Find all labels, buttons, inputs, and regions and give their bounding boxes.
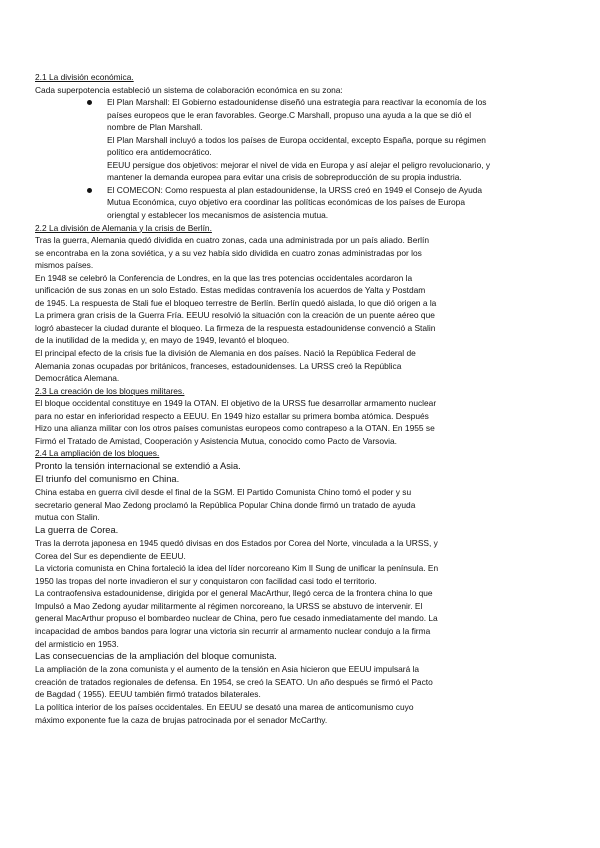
text-line: La ampliación de la zona comunista y el aumento de la tensión en Asia hicieron que EEUU impulsará la: [35, 664, 420, 675]
text-line: Tras la derrota japonesa en 1945 quedó divisas en dos Estados por Corea del Norte, vinculada a la URSS, y: [35, 538, 438, 549]
text-line: creación de tratados regionales de defensa. En 1954, se creó la SEATO. Un año después se firmó el Pacto: [35, 676, 433, 687]
text-line: EEUU persigue dos objetivos: mejorar el nivel de vida en Europa y así alejar el peligro revolucionario, y: [107, 159, 491, 170]
paragraph: [35, 486, 570, 524]
bullet-icon: [87, 188, 92, 193]
intro-text: Cada superpotencia estableció un sistema de colaboración económica en su zona:: [35, 84, 343, 95]
text-line: de 1945. La respuesta de Stali fue el bloqueo terrestre de Berlín. Berlín quedó aislada, lo que dió origen a la: [35, 297, 437, 308]
text-line: mismos países.: [35, 260, 94, 271]
text-line: mantener la demanda europea para evitar una crisis de sobreproducción de su propia industria.: [107, 172, 462, 183]
text-line: oriengtal y establecer los mecanismos de asistencia mutua.: [107, 210, 329, 221]
section-heading-2-4: 2.4 La ampliación de los bloques.: [35, 448, 160, 459]
text-line: para no estar en inferioridad respecto a EEUU. En 1949 hizo estallar su primera bomba atómica. Después: [35, 410, 429, 421]
text-line: El Plan Marshall: El Gobierno estadounidense diseñó una estrategia para reactivar la economía de los: [107, 97, 487, 108]
bullet-icon: [87, 100, 92, 105]
text-line: nombre de Plan Marshall.: [107, 122, 203, 133]
text-line: Mutua Económica, cuyo objetivo era coordinar las políticas económicas de los países de Europa: [107, 197, 465, 208]
bullet-list: [35, 96, 570, 221]
text-line: logró abastecer la ciudad durante el bloqueo. La firmeza de la respuesta estadounidense convenció a Stalin: [35, 322, 436, 333]
text-line: Alemania zonas ocupadas por británicos, franceses, estadounidenses. La URSS creó la República: [35, 360, 402, 371]
text-line: Democrática Alemana.: [35, 373, 120, 384]
paragraph: [35, 537, 570, 562]
subtopic-title: La guerra de Corea.: [35, 525, 119, 535]
text-line: Tras la guerra, Alemania quedó dividida en cuatro zonas, cada una administrada por un país aliado. Berlín: [35, 235, 430, 246]
text-line: mutua con Stalin.: [35, 512, 100, 523]
paragraph: [35, 272, 570, 347]
text-line: El bloque occidental constituye en 1949 la OTAN. El objetivo de la URSS fue desarrollar armamento nuclear: [35, 398, 437, 409]
bullet-item-comecon: [35, 184, 570, 222]
paragraph: [35, 234, 570, 272]
text-line: se encontraba en la zona soviética, y a su vez había sido dividida en cuatro zonas administradas por los: [35, 247, 422, 258]
text-line: China estaba en guerra civil desde el final de la SGM. El Partido Comunista Chino tomó el poder y su: [35, 487, 412, 498]
section-heading-2-1: 2.1 La división económica.: [35, 72, 134, 82]
text-line: La política interior de los países occidentales. En EEUU se desató una marea de anticomunismo cuyo: [35, 701, 414, 712]
paragraph: [35, 397, 570, 447]
subtopic-title: Las consecuencias de la ampliación del bloque comunista.: [35, 651, 277, 662]
text-line: Hizo una alianza militar con los otros países comunistas europeos como contrapeso a la OTAN. En 1955 se: [35, 423, 435, 434]
text-line: El principal efecto de la crisis fue la división de Alemania en dos países. Nació la República Federal de: [35, 348, 416, 359]
section-heading-2-2: 2.2 La división de Alemania y la crisis de Berlín.: [35, 222, 212, 233]
text-line: máximo exponente fue la caza de brujas patrocinada por el senador McCarthy.: [35, 714, 328, 725]
paragraph: [35, 587, 570, 650]
text-line: del armisticio en 1953.: [35, 638, 119, 649]
text-line: El COMECON: Como respuesta al plan estadounidense, la URSS creó en 1949 el Consejo de Ayuda: [107, 184, 483, 195]
subtopic-title: El triunfo del comunismo en China.: [35, 474, 180, 485]
text-line: La primera gran crisis de la Guerra Fría. EEUU resolvió la situación con la creación de un puente aéreo que: [35, 310, 435, 321]
text-line: de la inutilidad de la medida y, en mayo de 1949, levantó el bloqueo.: [35, 335, 290, 346]
text-line: El Plan Marshall incluyó a todos los países de Europa occidental, excepto España, porque su régimen: [107, 134, 486, 145]
paragraph: [35, 347, 570, 385]
subtopic-line: Pronto la tensión internacional se extendió a Asia.: [35, 460, 241, 471]
bullet-item-plan-marshall: [35, 96, 570, 184]
text-line: unificación de sus zonas en un solo Estado. Estas medidas contravenía los acuerdos de Yalta y Postdam: [35, 285, 426, 296]
text-line: 1950 las tropas del norte invadieron el sur y conquistaron con facilidad casi todo el territorio.: [35, 575, 377, 586]
text-line: Corea del Sur es dependiente de EEUU.: [35, 550, 186, 561]
text-line: incapacidad de ambos bandos para lograr una victoria sin recurrir al armamento nuclear condujo a la firma: [35, 626, 431, 637]
text-line: Impulsó a Mao Zedong ayudar militarmente al régimen norcoreano, la URSS se abstuvo de intervenir. El: [35, 600, 423, 611]
text-line: En 1948 se celebró la Conferencia de Londres, en la que las tres potencias occidentales acordaron la: [35, 272, 413, 283]
paragraph: [35, 701, 570, 726]
section-heading-2-3: 2.3 La creación de los bloques militares.: [35, 385, 185, 396]
text-line: general MacArthur propuso el bombardeo nuclear de China, pero fue cesado inmediatamente del mando. La: [35, 613, 438, 624]
text-line: La victoria comunista en China fortaleció la idea del líder norcoreano Kim Il Sung de unificar la península. En: [35, 563, 439, 574]
paragraph: [35, 562, 570, 587]
text-line: países europeos que le eran favorables. George.C Marshall, propuso una ayuda a la que se dió el: [107, 109, 472, 120]
text-line: político era antidemocrático.: [107, 147, 212, 158]
text-line: Firmó el Tratado de Amistad, Cooperación y Asistencia Mutua, conocido como Pacto de Varsovia.: [35, 435, 398, 446]
paragraph: [35, 663, 570, 701]
text-line: de Bagdad ( 1955). EEUU también firmó tratados bilaterales.: [35, 689, 261, 700]
text-line: secretario general Mao Zedong proclamó la República Popular China donde firmó un tratado de ayuda: [35, 499, 416, 510]
text-line: La contraofensiva estadounidense, dirigida por el general MacArthur, llegó cerca de la frontera china lo que: [35, 588, 433, 599]
